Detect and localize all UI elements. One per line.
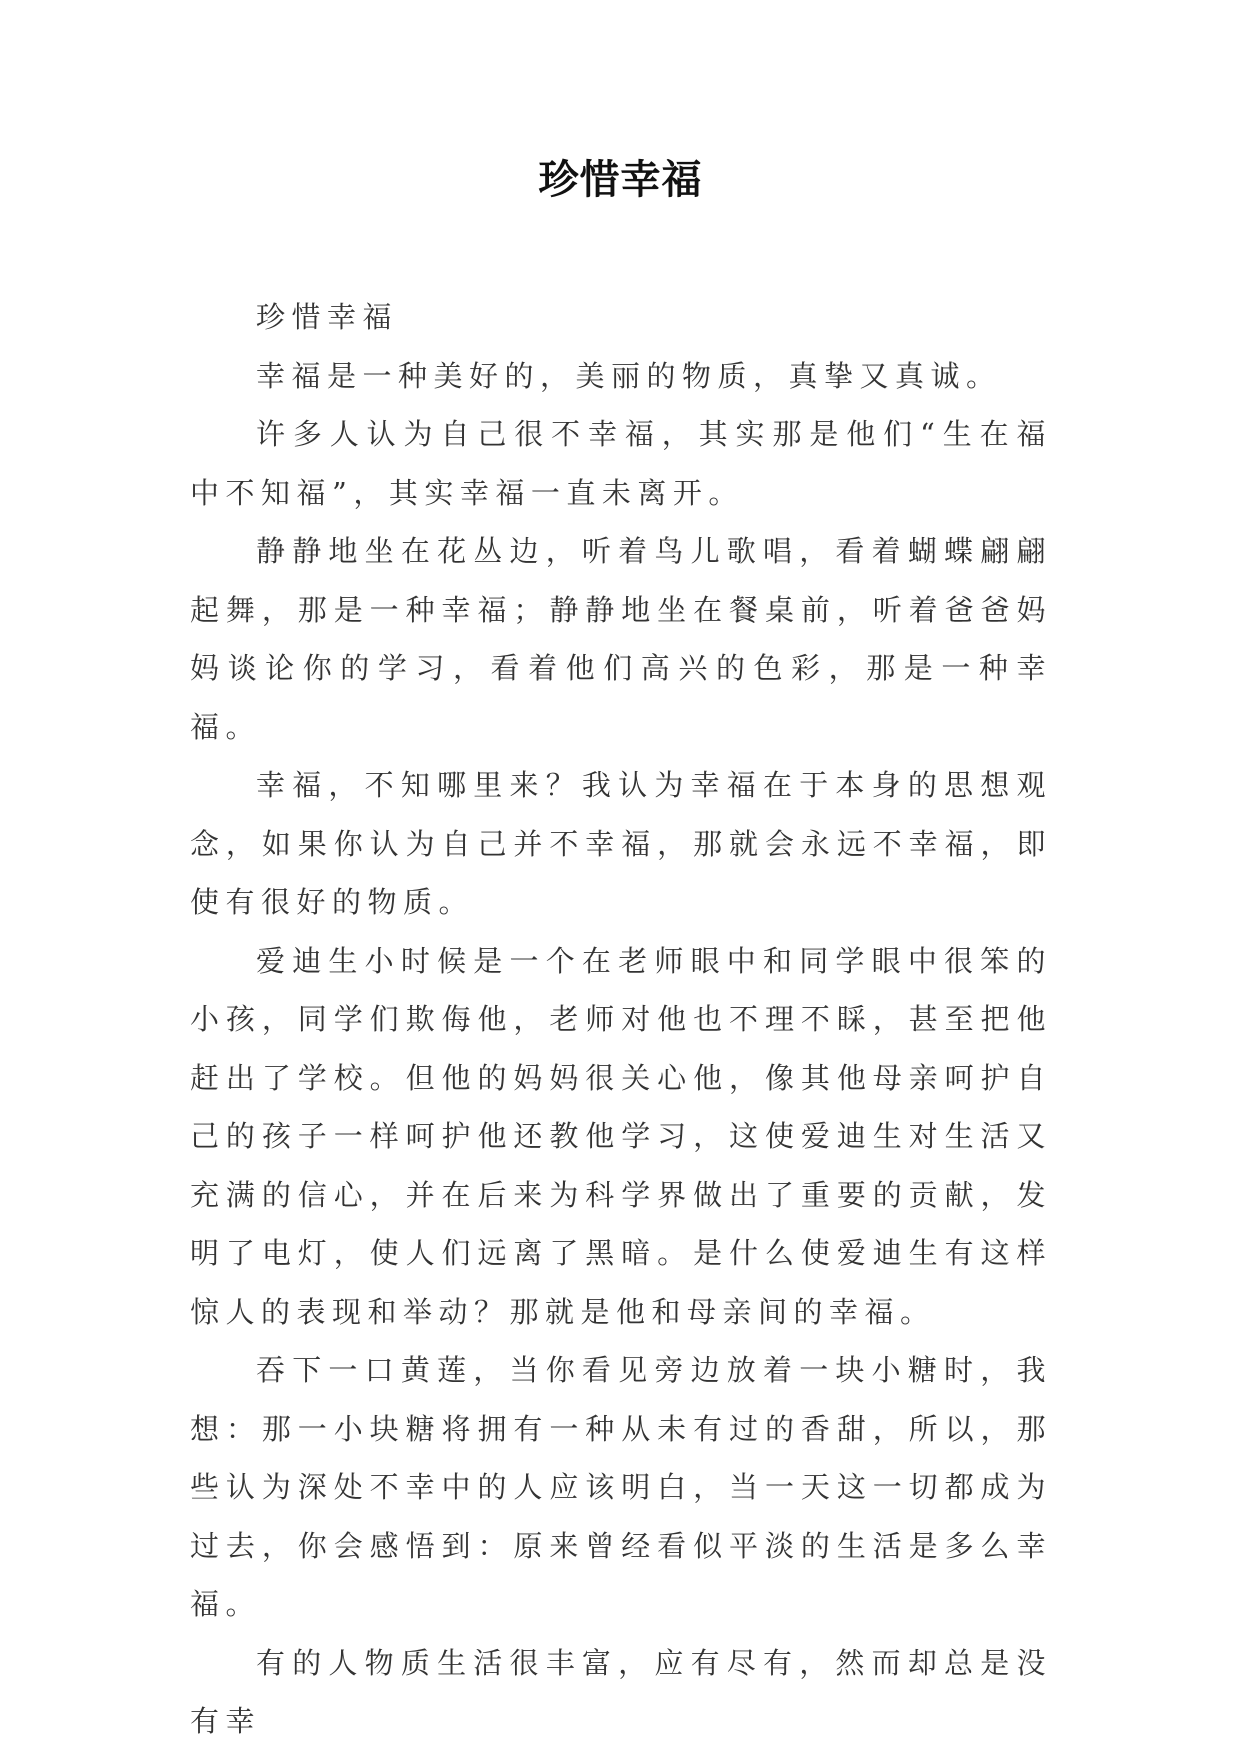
document-title: 珍惜幸福 [538, 157, 703, 203]
paragraph-subtitle: 珍惜幸福 [256, 300, 399, 334]
paragraph: 有的人物质生活很丰富，应有尽有，然而却总是没有幸 [190, 1645, 1052, 1738]
paragraph: 幸福，不知哪里来？我认为幸福在于本身的思想观念，如果你认为自己并不幸福，那就会永远不幸福，即使有很好的物质。 [190, 768, 1052, 919]
paragraph: 爱迪生小时候是一个在老师眼中和同学眼中很笨的小孩，同学们欺侮他，老师对他也不理不睬，甚至把他赶出了学校。但他的妈妈很关心他，像其他母亲呵护自己的孩子一样呵护他还教他学习，这使爱迪生对生活又充满的信心，并在后来为科学界做出了重要的贡献，发明了电灯，使人们远离了黑暗。是什么使爱迪生有这样惊人的表现和举动？那就是他和母亲间的幸福。 [190, 943, 1052, 1329]
paragraph: 幸福是一种美好的，美丽的物质，真挚又真诚。 [256, 358, 1002, 393]
paragraph: 吞下一口黄莲，当你看见旁边放着一块小糖时，我想：那一小块糖将拥有一种从未有过的香甜，所以，那些认为深处不幸中的人应该明白，当一天这一切都成为过去，你会感悟到：原来曾经看似平淡的生活是多么幸福。 [190, 1353, 1052, 1621]
document-body [190, 288, 1052, 1751]
paragraph: 静静地坐在花丛边，听着鸟儿歌唱，看着蝴蝶翩翩起舞，那是一种幸福；静静地坐在餐桌前，听着爸爸妈妈谈论你的学习，看着他们高兴的色彩，那是一种幸福。 [190, 534, 1052, 744]
paragraph: 许多人认为自己很不幸福，其实那是他们“生在福中不知福”，其实幸福一直未离开。 [190, 417, 1052, 510]
